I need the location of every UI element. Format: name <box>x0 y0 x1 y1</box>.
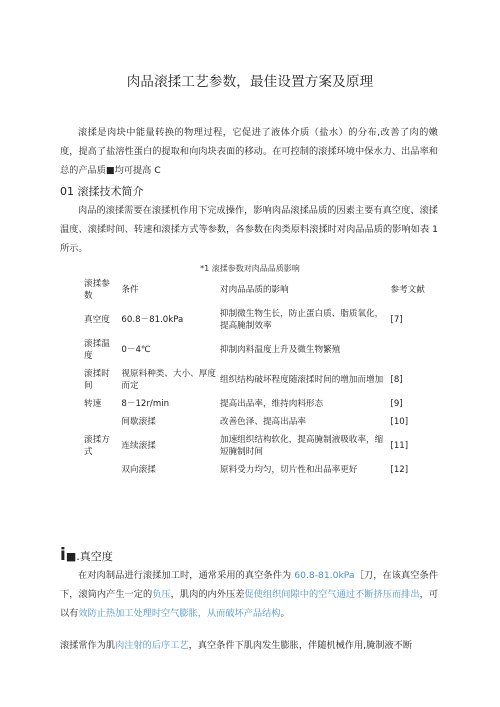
row-effect: 原料受力均匀，切片性和出品率更好 <box>219 465 358 475</box>
row-param: 真空度 <box>84 315 110 325</box>
table-caption: *1 滚揉参数对肉品品质影响 <box>200 264 300 273</box>
header-param: 滚揉参数 <box>84 279 110 301</box>
row-condition: 连续滚揉 <box>121 441 156 451</box>
params-table <box>82 275 432 479</box>
row-param: 滚揉时间 <box>84 369 110 391</box>
text-run: ，肌肉的内外压差 <box>170 589 245 600</box>
highlight-run: 效防止热加工处理时空气膨胀，从而破坏产品结构 <box>78 608 281 619</box>
row-condition: 60.8－81.0kPa <box>121 315 184 325</box>
row-ref <box>388 335 432 365</box>
row-condition: 视原料种类、大小、厚度而定 <box>121 369 216 391</box>
table-row <box>82 335 432 365</box>
row-ref: [10] <box>390 417 409 427</box>
table-row <box>82 461 432 479</box>
row-param: 转速 <box>84 399 102 409</box>
text-run: ，真空条件下肌肉发生膨胀，伴随机械作用,腌制液不断 <box>188 640 413 651</box>
header-ref: 参考文献 <box>390 285 425 295</box>
row-effect: 组织结构破坏程度随滚揉时间的增加而增加 <box>219 375 384 385</box>
heading-text: ■.真空度 <box>65 550 113 563</box>
header-effect: 对肉品品质的影响 <box>219 285 289 295</box>
section-2-heading <box>60 545 113 565</box>
row-ref: [7] <box>390 315 403 325</box>
table-row <box>82 413 432 431</box>
table-row <box>82 431 432 461</box>
heading-marker: i <box>60 545 66 565</box>
highlight-run: 促使组织间隙中的空气通过不断挤压而排出 <box>244 589 420 600</box>
text-run: ［刀，在该真空条件下，滚筒内产生一定的 <box>60 570 439 600</box>
page-title: 肉品滚揉工艺参数，最佳设置方案及原理 <box>126 74 374 90</box>
row-condition: 双向滚揉 <box>121 465 156 475</box>
row-effect: 抑制肉料温度上升及微生物繁殖 <box>219 345 341 355</box>
text-run: 滚揉常作为肌 <box>60 640 116 651</box>
row-condition: 0－4℃ <box>121 345 151 355</box>
text-run: ，可以有 <box>60 589 439 619</box>
table-row <box>82 365 432 395</box>
row-condition: 8－12r/min <box>121 399 170 409</box>
table-header-row <box>82 275 432 305</box>
row-effect: 提高出品率，维持肉料形态 <box>219 399 324 409</box>
row-ref: [9] <box>390 399 403 409</box>
text-run: 在对肉制品进行滚揉加工时，通常采用的真空条件为 <box>78 570 295 581</box>
section-1-paragraph: 肉品的滚揉需要在滚揉机作用下完成操作，影响肉品滚揉品质的因素主要有真空度、滚揉温度、滚揉时间、转速和滚揉方式等参数，各参数在肉类原料滚揉时对肉品品质的影响如表 1 所示。 <box>60 205 438 254</box>
row-ref: [8] <box>390 375 403 385</box>
section-2-paragraph <box>60 566 438 623</box>
row-effect: 改善色泽、提高出品率 <box>219 417 306 427</box>
row-ref: [11] <box>390 441 409 451</box>
row-param: 滚揉温度 <box>84 339 110 361</box>
tail-paragraph <box>60 636 438 655</box>
row-param <box>82 413 119 431</box>
row-param <box>82 461 119 479</box>
row-param: 滚揉方式 <box>84 435 110 457</box>
intro-paragraph: 滚揉是肉块中能量转换的物理过程，它促进了液体介质（盐水）的分布,改善了肉的嫩度，提高了盐溶性蛋白的提取和向肉块表面的移动。在可控制的滚揉环境中保水力、出品率和总的产品质■均可提高 C <box>60 127 438 176</box>
row-ref: [12] <box>390 465 409 475</box>
highlight-run: 负压 <box>152 589 171 600</box>
header-condition: 条件 <box>121 285 139 295</box>
highlight-run: 60.8-81.0kPa <box>294 570 355 581</box>
row-condition: 间歇滚揉 <box>121 417 156 427</box>
row-effect: 加速组织结构软化，提高腌制液吸收率，缩短腌制时间 <box>219 435 384 457</box>
section-1-heading: 01 滚揉技术简介 <box>60 185 144 198</box>
row-effect: 抑制微生物生长，防止蛋白质、脂质氧化，提高腌制效率 <box>219 309 384 331</box>
table-row <box>82 305 432 335</box>
table-row <box>82 395 432 413</box>
text-run: 。 <box>280 608 290 619</box>
highlight-run: 肉注射的后序工艺 <box>115 640 189 651</box>
